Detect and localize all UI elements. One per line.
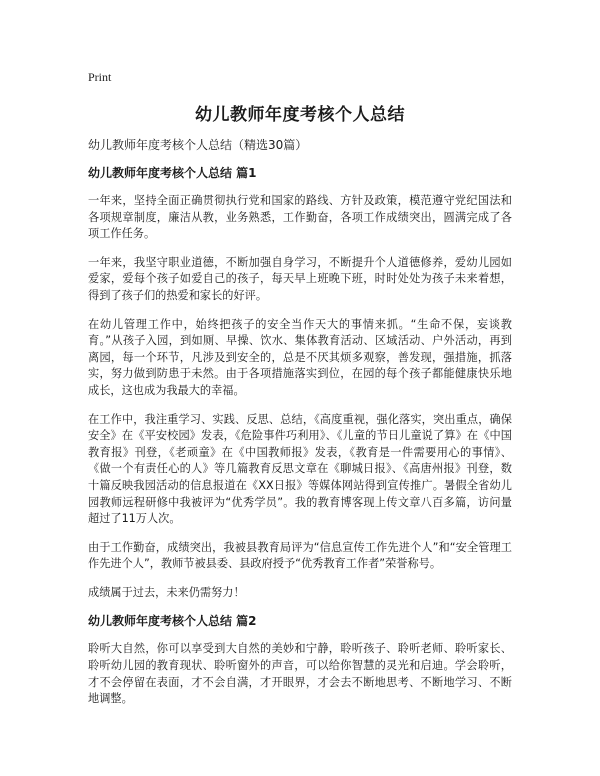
- section-1: [88, 165, 512, 601]
- paragraph: 一年来，坚持全面正确贯彻执行党和国家的路线、方针及政策，模范遵守党纪国法和各项规章制度，廉洁从教，业务熟悉，工作勤奋，各项工作成绩突出，圆满完成了各项工作任务。: [88, 194, 512, 241]
- print-link[interactable]: Print: [88, 70, 112, 84]
- paragraph: 在工作中，我注重学习、实践、反思、总结，《高度重视，强化落实，突出重点，确保安全》在《平安校园》发表，《危险事件巧利用》、《儿童的节日儿童说了算》在《中国教育报》刊登，《老顽童》在《中国教师报》发表，《教育是一件需要用心的事情》、《做一个有责任心的人》等几篇教育反思文章在《聊城日报》、《高唐州报》刊登，数十篇反映我园活动的信息报道在《XX日报》等媒体网站得到宣传推广。暑假全省幼儿园教师远程研修中我被评为“优秀学员”。我的教育博客现上传文章八百多篇，访问量超过了11万人次。: [88, 412, 512, 526]
- paragraph: 由于工作勤奋，成绩突出，我被县教育局评为“信息宣传工作先进个人”和“安全管理工作先进个人”，教师节被县委、县政府授予“优秀教育工作者”荣誉称号。: [88, 540, 512, 571]
- paragraph: 在幼儿管理工作中，始终把孩子的安全当作天大的事情来抓。“生命不保，妄谈教育。”从孩子入园，到如厕、早操、饮水、集体教育活动、区域活动、户外活动，再到离园，每一个环节，凡涉及到安全的，总是不厌其烦多观察，善发现，强措施，抓落实，努力做到防患于未然。由于各项措施落实到位，在园的每个孩子都能健康快乐地成长，这也成为我最大的幸福。: [88, 317, 512, 397]
- document-title: 幼儿教师年度考核个人总结: [195, 105, 405, 125]
- section-heading: 幼儿教师年度考核个人总结 篇1: [88, 166, 257, 180]
- section-2: [88, 613, 512, 707]
- paragraph: 成绩属于过去，未来仍需努力！: [88, 585, 245, 599]
- section-heading: 幼儿教师年度考核个人总结 篇2: [88, 614, 257, 629]
- document-subtitle: 幼儿教师年度考核个人总结（精选30篇）: [88, 138, 308, 152]
- paragraph: 一年来，我坚守职业道德，不断加强自身学习，不断提升个人道德修养，爱幼儿园如爱家，爱每个孩子如爱自己的孩子，每天早上班晚下班，时时处处为孩子未来着想，得到了孩子们的热爱和家长的好评。: [88, 255, 512, 302]
- paragraph: 聆听大自然，你可以享受到大自然的美妙和宁静，聆听孩子、聆听老师、聆听家长、聆听幼儿园的教育现状、聆听窗外的声音，可以给你智慧的灵光和启迪。学会聆听，才不会停留在表面，才不会自满，才开眼界，才会去不断地思考、不断地学习、不断地调整。: [88, 642, 512, 706]
